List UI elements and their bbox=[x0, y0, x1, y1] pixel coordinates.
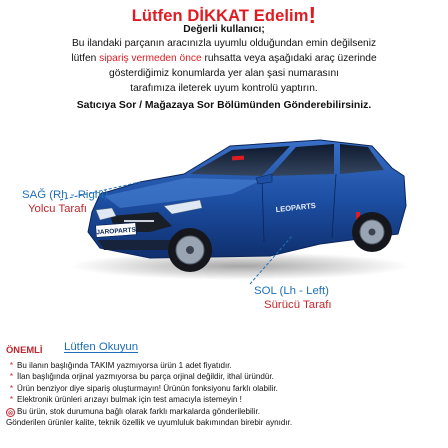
asterisk-icon: * bbox=[9, 372, 14, 382]
greeting-text: Değerli kullanıcı; bbox=[183, 24, 265, 35]
list-item: * Bu ilanın başlığında TAKIM yazmıyorsa ürün 1 adet fiyatıdır. bbox=[6, 360, 448, 371]
chassis-mark-windshield bbox=[232, 156, 244, 161]
notice-list bbox=[6, 360, 448, 428]
list-item: ⊗ Bu ürün, stok durumuna bağlı olarak farklı markalarda gönderilebilir. bbox=[7, 406, 260, 417]
front-wheel bbox=[168, 228, 212, 272]
highlight-before-order: sipariş vermeden önce bbox=[99, 53, 202, 64]
rh-side-text: SAĞ (Rh - Right) bbox=[22, 189, 109, 201]
asterisk-icon: * bbox=[9, 395, 14, 405]
lh-label bbox=[254, 284, 332, 312]
exclamation-mark: ! bbox=[308, 2, 317, 28]
list-item: Gönderilen ürünler kalite, teknik özellik ve uyumluluk bakımından birebir aynıdır. bbox=[6, 417, 293, 427]
rh-desc-text: Yolcu Tarafı bbox=[28, 203, 87, 215]
asterisk-icon: * bbox=[9, 361, 14, 370]
notice-title: Lütfen DİKKAT Edelim! bbox=[131, 2, 317, 28]
front-plate-text: JAROPARTS bbox=[96, 226, 137, 237]
list-item: * Ürün benziyor diye sipariş oluşturmayın! Ürünün fonksiyonu farklı olabilir. bbox=[6, 383, 448, 394]
info-line-4: tarafımıza ileterek uyum kontrolü yaptırın. bbox=[130, 83, 318, 94]
rear-wheel bbox=[352, 212, 392, 252]
info-line-3: gösterdiğimiz konumlarda yer alan şasi numarasını bbox=[109, 68, 339, 79]
list-item: * Elektronik ürünleri arızayı bulmak için test amacıyla istemeyin ! bbox=[6, 394, 448, 405]
list-item: * İlan başlığında orjinal yazmıyorsa bu parça orjinal değildir, ithal üründür. bbox=[6, 371, 448, 382]
lh-desc-text: Sürücü Tarafı bbox=[264, 299, 332, 311]
okuyun-heading: Lütfen Okuyun bbox=[64, 341, 139, 353]
door-logo-text: LEOPARTS bbox=[275, 200, 317, 215]
info-line-2: lütfen sipariş vermeden önce ruhsatta veya aşağıdaki araç üzerinde bbox=[71, 53, 377, 64]
onemli-heading: ÖNEMLİ bbox=[6, 344, 43, 355]
ask-seller-line: Satıcıya Sor / Mağazaya Sor Bölümünden Gönderebilirsiniz. bbox=[76, 100, 372, 111]
rh-label bbox=[22, 188, 108, 216]
asterisk-icon: * bbox=[9, 383, 14, 393]
prohibited-icon: ⊗ bbox=[7, 409, 14, 417]
info-line-1: Bu ilandaki parçanın aracınızla uyumlu olduğundan emin değilseniz bbox=[71, 38, 377, 49]
lh-side-text: SOL (Lh - Left) bbox=[254, 285, 329, 297]
